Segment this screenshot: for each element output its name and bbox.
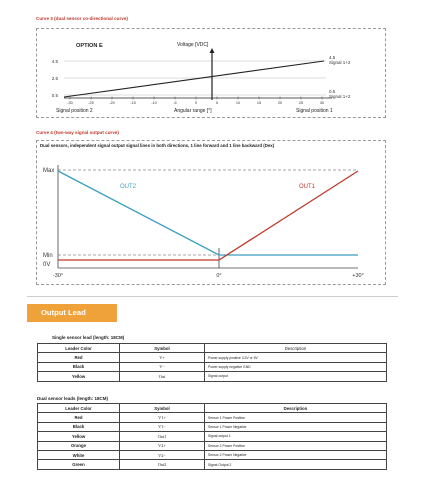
curve4-max-label: Max <box>43 168 55 174</box>
curve4-0v-label: 0V <box>43 262 51 268</box>
table-row <box>38 441 387 450</box>
curve3-x-axis-label: Angular range [°] <box>174 108 212 114</box>
dual-sensor-table <box>37 403 387 470</box>
curve3-xtick: -5 <box>173 101 177 105</box>
cell-description: Signal output <box>205 372 387 381</box>
output-lead-banner: Output Lead <box>27 304 117 322</box>
curve3-xtick: 15 <box>256 101 262 105</box>
single-header-description: Description <box>205 344 387 353</box>
table-row <box>38 460 387 469</box>
cell-symbol: V2− <box>120 450 205 459</box>
curve3-option-label: OPTION E <box>76 43 103 49</box>
curve3-right-top-value: 4.5 <box>329 55 336 60</box>
table-row <box>38 362 387 371</box>
cell-description: Sensor 2 Power Positive <box>205 441 387 450</box>
cell-color: Red <box>38 413 120 422</box>
table-row <box>38 422 387 431</box>
single-header-symbol: Symbol <box>120 344 205 353</box>
cell-color: Orange <box>38 441 120 450</box>
cell-symbol: V2+ <box>120 441 205 450</box>
curve3-ytick-1: 2.5 <box>51 76 58 81</box>
section-divider <box>27 296 398 297</box>
curve3-title: Curve 3 (dual sensor co-directional curve) <box>36 16 128 21</box>
curve4-x-left: -30° <box>52 273 64 279</box>
curve4-min-label: Min <box>43 253 53 259</box>
cell-description: Sensor 2 Power Negative <box>205 450 387 459</box>
curve3-right-bottom-value: 0.5 <box>329 89 336 94</box>
cell-color: Red <box>38 353 120 362</box>
curve3-xtick: 0 <box>194 101 198 105</box>
cell-color: Yellow <box>38 432 120 441</box>
curve3-left-label: Signal position 2 <box>56 108 93 114</box>
curve3-xtick: -25 <box>88 101 94 105</box>
cell-symbol: V1− <box>120 422 205 431</box>
cell-description: Sensor 1 Power Negative <box>205 422 387 431</box>
dual-sensor-caption: Dual sensor leads (length: 18CM) <box>37 396 109 401</box>
table-row <box>38 353 387 362</box>
curve3-xtick: 10 <box>235 101 241 105</box>
cell-symbol: Out <box>120 372 205 381</box>
curve3-xtick: 25 <box>298 101 304 105</box>
dual-header-color: Leader Color <box>38 404 120 413</box>
table-row <box>38 432 387 441</box>
curve3-chart <box>36 28 386 118</box>
table-row <box>38 450 387 459</box>
cell-description: Signal Output 2 <box>205 460 387 469</box>
single-sensor-caption: Single sensor lead (length: 18CM) <box>52 335 125 340</box>
dual-header-description: Description <box>205 404 387 413</box>
out2-label: OUT2 <box>120 184 137 190</box>
cell-description: Power supply positive 3.3V or 5V <box>205 353 387 362</box>
cell-symbol: Out2 <box>120 460 205 469</box>
cell-color: Black <box>38 422 120 431</box>
curve3-y-axis-label: Voltage [VDC] <box>177 42 209 48</box>
curve4-title: Curve 4 (two-way signal output curve) <box>36 130 119 135</box>
curve3-right-top-signal: Signal 1+2 <box>329 60 351 65</box>
cell-symbol: V+ <box>120 353 205 362</box>
curve3-signal-line <box>64 61 324 97</box>
cell-color: Yellow <box>38 372 120 381</box>
cell-description: Sensor 1 Power Positive <box>205 413 387 422</box>
curve3-xtick: -10 <box>151 101 157 105</box>
dual-header-symbol: Symbol <box>120 404 205 413</box>
curve3-xtick: 30 <box>319 101 325 105</box>
curve3-xtick: 20 <box>277 101 283 105</box>
cell-symbol: V− <box>120 362 205 371</box>
curve4-chart <box>36 140 386 285</box>
curve3-right-bottom-signal: Signal 1+2 <box>329 94 351 99</box>
cell-description: Power supply negative GND <box>205 362 387 371</box>
curve3-xtick: -15 <box>130 101 136 105</box>
out1-label: OUT1 <box>299 184 316 190</box>
curve4-x-mid: 0° <box>216 273 222 279</box>
cell-symbol: V1+ <box>120 413 205 422</box>
cell-symbol: Out1 <box>120 432 205 441</box>
single-sensor-table <box>37 343 387 382</box>
curve3-xtick: -20 <box>109 101 115 105</box>
curve4-x-right: +30° <box>352 273 364 279</box>
cell-color: Green <box>38 460 120 469</box>
cell-color: White <box>38 450 120 459</box>
curve3-right-label: Signal position 1 <box>296 108 333 114</box>
curve4-description: Dual sensors, independent signal output signal lines in both directions, 1 line forward and 1 line backward (Dex) <box>40 143 275 148</box>
single-header-color: Leader Color <box>38 344 120 353</box>
curve3-xtick: -30 <box>67 101 73 105</box>
cell-color: Black <box>38 362 120 371</box>
curve3-ytick-2: 0.5 <box>51 93 58 98</box>
cell-description: Signal output 1 <box>205 432 387 441</box>
table-row <box>38 413 387 422</box>
table-row <box>38 372 387 381</box>
curve3-ytick-0: 4.5 <box>51 59 58 64</box>
curve3-xtick: 5 <box>215 101 219 105</box>
